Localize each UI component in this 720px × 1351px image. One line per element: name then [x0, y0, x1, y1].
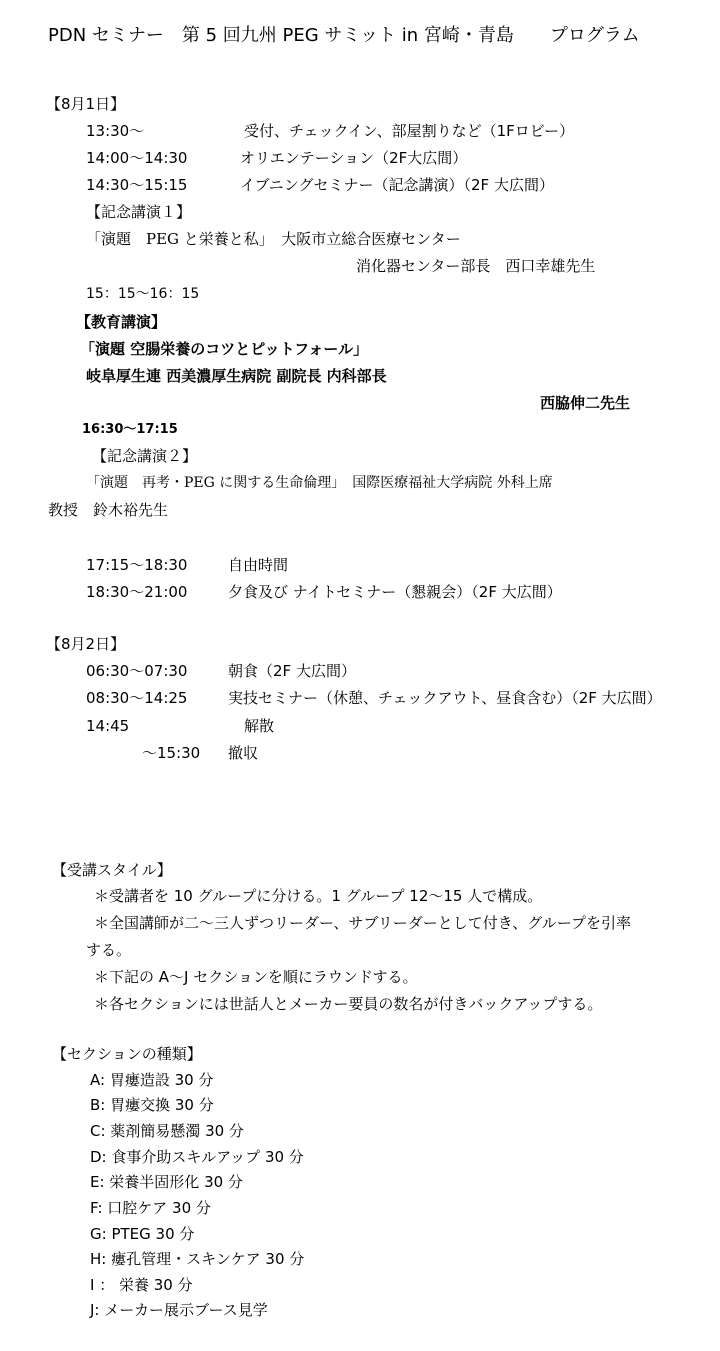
- lecture1-speaker: 消化器センター部長 西口幸雄先生: [356, 257, 596, 275]
- section-item-h: H: 瘻孔管理・スキンケア 30 分: [90, 1250, 305, 1268]
- day1-time-3: 16:30～17:15: [82, 422, 178, 437]
- day1-row-4-time: 17:15～18:30: [86, 556, 188, 574]
- lecture2-header: 【記念講演２】: [92, 447, 198, 465]
- section-item-a: A: 胃瘻造設 30 分: [90, 1071, 214, 1089]
- day2-row-4-event: 撤収: [228, 744, 259, 762]
- lecture1-topic: 「演題 PEG と栄養と私」 大阪市立総合医療センター: [86, 230, 461, 248]
- day2-header: 【8月2日】: [46, 635, 126, 653]
- section-item-d: D: 食事介助スキルアップ 30 分: [90, 1148, 304, 1166]
- day1-row-1-event: 受付、チェックイン、部屋割りなど（1Fロビー）: [244, 122, 575, 140]
- style-item-4: ＊各セクションには世話人とメーカー要員の数名が付きバックアップする。: [94, 995, 603, 1013]
- section-item-g: G: PTEG 30 分: [90, 1225, 195, 1243]
- style-item-1: ＊受講者を 10 グループに分ける。1 グループ 12～15 人で構成。: [94, 887, 543, 905]
- education-header: 【教育講演】: [76, 313, 167, 331]
- style-item-2-cont: する。: [86, 941, 132, 959]
- day2-row-2-time: 08:30～14:25: [86, 689, 188, 707]
- day1-row-2-time: 14:00～14:30: [86, 149, 188, 167]
- lecture2-speaker: 教授 鈴木裕先生: [48, 501, 169, 519]
- style-header: 【受講スタイル】: [52, 861, 172, 879]
- day1-row-1-time: 13:30～: [86, 122, 145, 140]
- day2-row-4-time: ～15:30: [142, 744, 201, 762]
- education-speaker: 西脇伸二先生: [540, 394, 631, 412]
- section-item-e: E: 栄養半固形化 30 分: [90, 1173, 243, 1191]
- page-title: PDN セミナー 第 5 回九州 PEG サミット in 宮崎・青島 プログラム: [48, 25, 640, 46]
- lecture1-header: 【記念講演１】: [86, 203, 192, 221]
- education-affiliation: 岐阜厚生連 西美濃厚生病院 副院長 内科部長: [86, 367, 387, 385]
- day1-row-2-event: オリエンテーション（2F大広間）: [240, 149, 468, 167]
- section-item-f: F: 口腔ケア 30 分: [90, 1199, 211, 1217]
- sections-header: 【セクションの種類】: [52, 1045, 202, 1063]
- section-item-i: I ： 栄養 30 分: [90, 1276, 193, 1294]
- day2-row-1-event: 朝食（2F 大広間）: [228, 662, 356, 680]
- day1-row-5-event: 夕食及び ナイトセミナー（懇親会）（2F 大広間）: [228, 583, 562, 601]
- day1-row-5-time: 18:30～21:00: [86, 583, 188, 601]
- style-item-2: ＊全国講師が二～三人ずつリーダー、サブリーダーとして付き、グループを引率: [94, 914, 632, 932]
- section-item-c: C: 薬剤簡易懸濁 30 分: [90, 1122, 244, 1140]
- style-item-3: ＊下記の A～J セクションを順にラウンドする。: [94, 968, 418, 986]
- day1-time-2: 15：15～16：15: [86, 286, 200, 302]
- day2-row-3-time: 14:45: [86, 717, 130, 735]
- section-item-b: B: 胃瘻交換 30 分: [90, 1096, 214, 1114]
- day2-row-2-event: 実技セミナー（休憩、チェックアウト、昼食含む）（2F 大広間）: [228, 689, 662, 707]
- day2-row-1-time: 06:30～07:30: [86, 662, 188, 680]
- lecture2-topic: 「演題 再考・PEG に関する生命倫理」 国際医療福祉大学病院 外科上席: [86, 475, 553, 491]
- education-topic: 「演題 空腸栄養のコツとピットフォール」: [80, 340, 369, 358]
- day2-row-3-event: 解散: [244, 717, 275, 735]
- day1-row-3-event: イブニングセミナー（記念講演）（2F 大広間）: [240, 176, 554, 194]
- day1-header: 【8月1日】: [46, 95, 126, 113]
- day1-row-4-event: 自由時間: [228, 556, 289, 574]
- section-item-j: J: メーカー展示ブース見学: [90, 1301, 268, 1319]
- day1-row-3-time: 14:30～15:15: [86, 176, 188, 194]
